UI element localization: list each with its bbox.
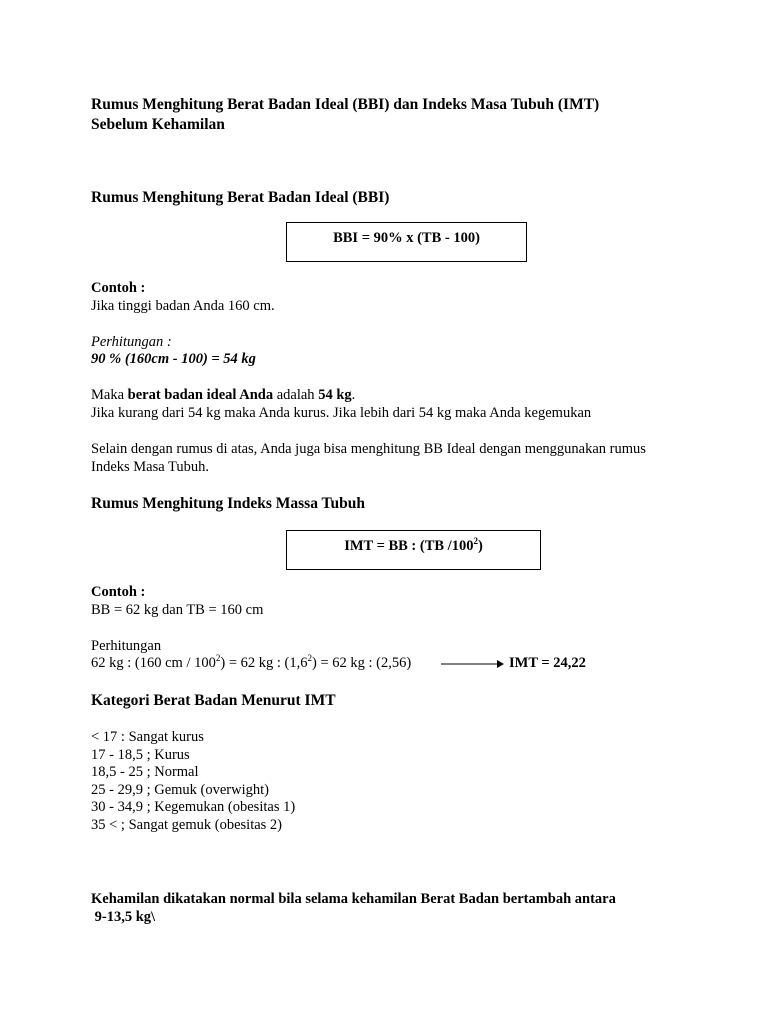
- imt-calc-part2-sup: 2: [307, 653, 312, 664]
- kategori-item: < 17 : Sangat kurus: [91, 729, 204, 745]
- bbi-extra-line2: Indeks Masa Tubuh.: [91, 459, 210, 475]
- bbi-calc-label: Perhitungan :: [91, 334, 172, 350]
- imt-calc-part1: 62 kg : (160 cm / 100: [91, 655, 216, 671]
- imt-heading: Rumus Menghitung Indeks Massa Tubuh: [91, 495, 365, 512]
- bbi-note: Jika kurang dari 54 kg maka Anda kurus. Jika lebih dari 54 kg maka Anda kegemukan: [91, 405, 592, 421]
- kategori-item: 17 - 18,5 ; Kurus: [91, 746, 190, 763]
- bbi-result-pre: Maka: [91, 387, 128, 403]
- kategori-item: 30 - 34,9 ; Kegemukan (obesitas 1): [91, 799, 296, 816]
- imt-calc-label: Perhitungan: [91, 638, 162, 654]
- kategori-heading: Kategori Berat Badan Menurut IMT: [91, 692, 336, 709]
- bbi-result-end: .: [351, 387, 356, 403]
- bbi-result-mid: adalah: [273, 387, 319, 403]
- kehamilan-line1: Kehamilan dikatakan normal bila selama kehamilan Berat Badan bertambah antara: [91, 891, 616, 907]
- kategori-item: 25 - 29,9 ; Gemuk (overwight): [91, 781, 269, 798]
- bbi-formula-box: [286, 222, 527, 262]
- bbi-result-value: 54 kg: [318, 387, 352, 403]
- imt-formula: [344, 538, 483, 555]
- imt-calc-part2-end: ) = 62 kg : (2,56): [311, 655, 412, 671]
- bbi-example-text: Jika tinggi badan Anda 160 cm.: [91, 298, 275, 314]
- imt-calc-line: [91, 654, 411, 672]
- imt-formula-post: ): [477, 538, 483, 554]
- imt-formula-pre: IMT = BB : (TB /100: [344, 538, 474, 554]
- document-title-line2: Sebelum Kehamilan: [91, 116, 225, 133]
- imt-example-label: Contoh :: [91, 584, 146, 600]
- document-title-line1: Rumus Menghitung Berat Badan Ideal (BBI) dan Indeks Masa Tubuh (IMT): [91, 96, 600, 113]
- bbi-formula: BBI = 90% x (TB - 100): [333, 230, 480, 246]
- imt-calc-part1-sup: 2: [215, 653, 221, 664]
- imt-example-text: BB = 62 kg dan TB = 160 cm: [91, 602, 264, 618]
- right-arrow-icon: [441, 656, 505, 670]
- imt-result: IMT = 24,22: [509, 655, 586, 671]
- kategori-item: 35 < ; Sangat gemuk (obesitas 2): [91, 817, 283, 833]
- bbi-heading: Rumus Menghitung Berat Badan Ideal (BBI): [91, 189, 390, 206]
- bbi-extra-line1: Selain dengan rumus di atas, Anda juga bisa menghitung BB Ideal dengan menggunakan rumus: [91, 441, 646, 457]
- imt-formula-box: [286, 530, 541, 570]
- bbi-result-bold: berat badan ideal Anda: [127, 387, 274, 403]
- kategori-item: 18,5 - 25 ; Normal: [91, 764, 199, 781]
- bbi-calc-value: 90 % (160cm - 100) = 54 kg: [91, 351, 256, 367]
- bbi-example-label: Contoh :: [91, 280, 146, 296]
- imt-calc-part1-end: ) = 62 kg : (1,6: [220, 655, 308, 671]
- bbi-result-line: [91, 386, 355, 404]
- imt-formula-sup: 2: [473, 536, 478, 547]
- kehamilan-line2: 9-13,5 kg\: [91, 909, 156, 925]
